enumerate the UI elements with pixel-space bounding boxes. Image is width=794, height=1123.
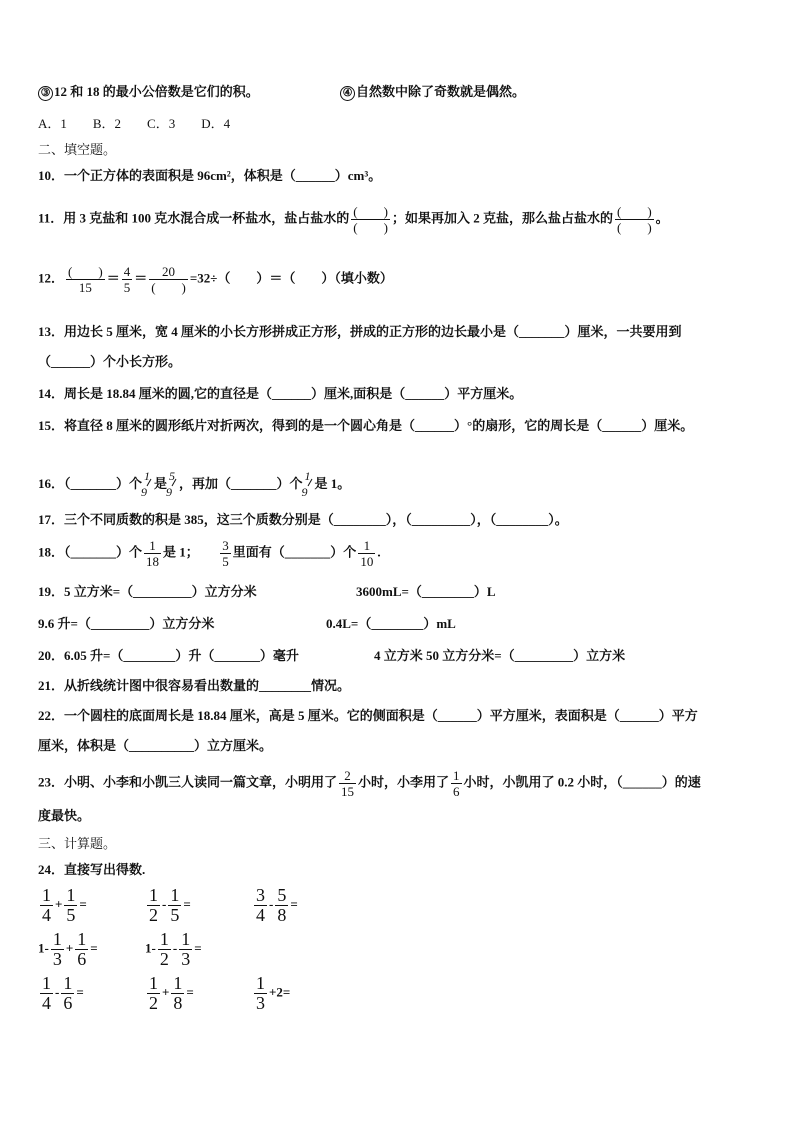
slanted-fraction: 1 9: [141, 469, 151, 499]
question-19b: 3600mL=（________）L: [356, 584, 496, 599]
calc-item: $\frac{1}{2}$ + $\frac{1}{8}$ =: [149, 973, 194, 1013]
fraction: $\frac{1}{6}$: [63, 973, 73, 1013]
fraction: $\frac{1}{5}$: [66, 885, 76, 925]
circled-number: ③: [38, 86, 53, 101]
question-11: 11．用 3 克盐和 100 克水混合成一杯盐水，盐占盐水的 $\frac{( )}{( )}$ ；如果再加入 2 克盐，那么盐占盐水的 $\frac{( )}{( )}$ 。: [38, 204, 669, 235]
question-14: 14．周长是 18.84 厘米的圆,它的直径是（______）厘米,面积是（______）平方厘米。: [38, 386, 523, 401]
section-heading-calc: 三、计算题。: [38, 836, 117, 851]
calc-item: $\frac{1}{4}$ - $\frac{1}{6}$ =: [42, 973, 84, 1013]
statement-4: ④ 自然数中除了奇数就是偶然。: [340, 84, 525, 101]
question-24: 24．直接写出得数.: [38, 862, 146, 877]
fraction: $\frac{1}{5}$: [170, 885, 180, 925]
section-heading-fill-blank: 二、填空题。: [38, 142, 117, 157]
slanted-fraction: 1 9: [301, 469, 311, 499]
question-23: 23．小明、小李和小凯三人读同一篇文章，小明用了 $\frac{2}{15}$ 小时，小李用了 $\frac{1}{6}$ 小时，小凯用了 0.2 小时，（______）的速: [38, 768, 701, 799]
fraction: $\frac{1}{10}$: [360, 538, 374, 569]
fraction: $\frac{1}{2}$: [149, 973, 158, 1013]
question-17: 17．三个不同质数的积是 385，这三个质数分别是（________），（_________），（________）。: [38, 512, 568, 527]
fraction: $\frac{1}{2}$: [149, 885, 158, 925]
fraction-blank: $\frac{( )}{( )}$: [616, 204, 652, 235]
calc-item: $\frac{1}{4}$ + $\frac{1}{5}$ =: [42, 885, 87, 925]
question-12: 12． $\frac{( )}{15}$ ＝ $\frac{4}{5}$ ＝ $\frac{20}{( )}$ =32÷（ ）＝（ ）（填小数）: [38, 264, 393, 295]
question-15: 15．将直径 8 厘米的圆形纸片对折两次，得到的是一个圆心角是（______）°的扇形，它的周长是（______）厘米。: [38, 418, 694, 433]
fraction: $\frac{1}{6}$: [77, 929, 87, 969]
slanted-fraction: 5 9: [166, 469, 176, 499]
fraction: $\frac{3}{5}$: [222, 538, 229, 569]
fraction: $\frac{1}{4}$: [42, 973, 51, 1013]
question-19d: 0.4L=（________）mL: [326, 616, 456, 631]
calc-item: $\frac{1}{2}$ - $\frac{1}{5}$ =: [149, 885, 191, 925]
fraction: $\frac{4}{5}$: [123, 264, 131, 295]
fraction-blank: $\frac{( )}{( )}$: [353, 204, 388, 235]
question-19c: 9.6 升=（_________）立方分米: [38, 616, 215, 631]
fraction: $\frac{1}{8}$: [173, 973, 183, 1013]
fraction: $\frac{1}{3}$: [181, 929, 191, 969]
calc-item: 1- $\frac{1}{2}$ - $\frac{1}{3}$ =: [145, 929, 202, 969]
question-13: 13．用边长 5 厘米，宽 4 厘米的小长方形拼成正方形，拼成的正方形的边长最小是（_______）厘米，一共要用到: [38, 324, 682, 339]
calc-item: $\frac{3}{4}$ - $\frac{5}{8}$ =: [256, 885, 298, 925]
question-13-cont: （______）个小长方形。: [38, 354, 182, 369]
fraction: $\frac{20}{( )}$: [151, 264, 186, 295]
question-20a: 20．6.05 升=（________）升（_______）毫升: [38, 648, 299, 663]
fraction: $\frac{3}{4}$: [256, 885, 265, 925]
fraction: $\frac{( )}{15}$: [68, 264, 103, 295]
circled-number: ④: [340, 86, 355, 101]
fraction: $\frac{1}{18}$: [146, 538, 160, 569]
question-20b: 4 立方米 50 立方分米=（_________）立方米: [374, 648, 626, 663]
calc-item: $\frac{1}{3}$ +2=: [256, 973, 291, 1013]
question-16: 16．（_______）个 1 9 是 5 9 ，再加（_______）个 1 9 是 1。: [38, 469, 351, 499]
question-23-cont: 度最快。: [38, 808, 91, 823]
calc-item: 1- $\frac{1}{3}$ + $\frac{1}{6}$ =: [38, 929, 98, 969]
question-22-cont: 厘米，体积是（__________）立方厘米。: [38, 738, 273, 753]
question-18: 18．（_______）个 $\frac{1}{18}$ 是 1； $\frac{3}{5}$ 里面有（_______）个 $\frac{1}{10}$ .: [38, 538, 381, 569]
fraction: $\frac{2}{15}$: [341, 768, 355, 799]
statement-3: ③ 12 和 18 的最小公倍数是它们的积。: [38, 84, 259, 101]
question-19a: 19．5 立方米=（_________）立方分米: [38, 584, 257, 599]
fraction: $\frac{1}{4}$: [42, 885, 51, 925]
question-22: 22．一个圆柱的底面周长是 18.84 厘米，高是 5 厘米。它的侧面积是（______）平方厘米，表面积是（______）平方: [38, 708, 698, 723]
question-21: 21．从折线统计图中很容易看出数量的________情况。: [38, 678, 351, 693]
fraction: $\frac{1}{3}$: [256, 973, 265, 1013]
question-10: 10．一个正方体的表面积是 96cm²，体积是（______）cm³。: [38, 168, 382, 183]
choice-options: A．1 B．2 C．3 D．4: [38, 116, 231, 131]
fraction: $\frac{1}{6}$: [453, 768, 460, 799]
fraction: $\frac{1}{3}$: [52, 929, 62, 969]
fraction: $\frac{1}{2}$: [159, 929, 169, 969]
fraction: $\frac{5}{8}$: [277, 885, 287, 925]
